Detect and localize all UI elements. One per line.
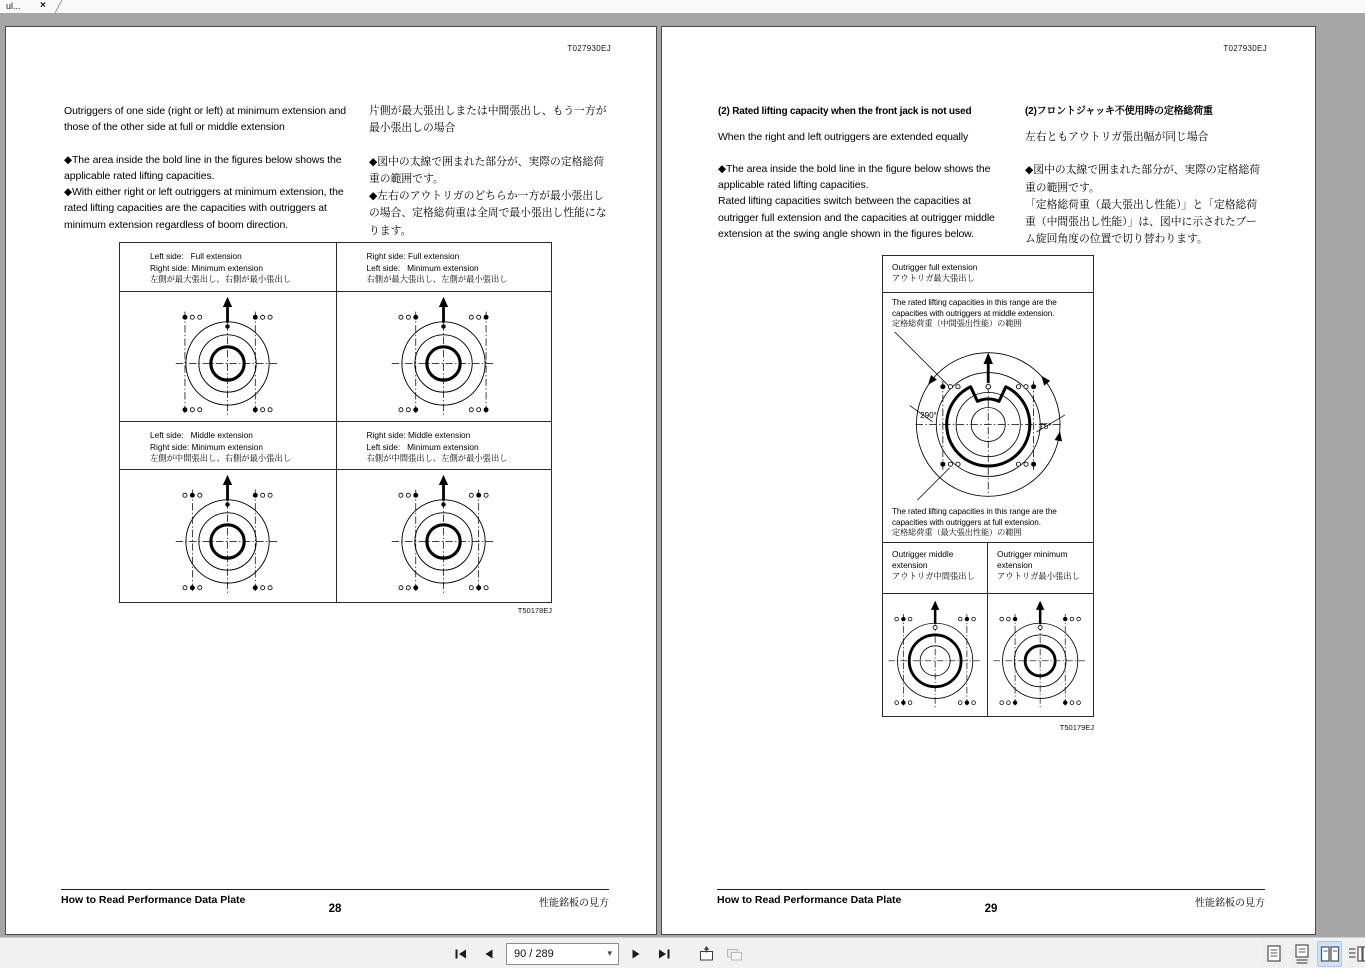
outrigger-diagram <box>988 594 1093 716</box>
outrigger-diagram <box>883 594 988 716</box>
page-number: 28 <box>328 903 342 915</box>
footer-title-jp: 性能銘板の見方 <box>1195 898 1265 909</box>
footer-title-en: How to Read Performance Data Plate <box>717 894 902 906</box>
dropdown-caret-icon[interactable]: ▾ <box>607 947 612 958</box>
paragraph: ◆図中の太線で囲まれた部分が、実際の定格総荷重の範囲です。 <box>369 155 605 185</box>
figure-central-cell <box>883 293 1093 543</box>
page-28 <box>5 26 657 935</box>
last-page-button[interactable] <box>653 943 675 965</box>
section-heading: (2)フロントジャッキ不使用時の定格総荷重 <box>1025 106 1213 117</box>
first-page-icon <box>454 947 468 961</box>
doc-code: T027930EJ <box>567 44 611 53</box>
continuous-view-button[interactable] <box>1289 941 1314 967</box>
japanese-column <box>1025 104 1267 249</box>
figure-cell-label: Outrigger middle extension アウトリガ中間張出し <box>883 543 988 593</box>
footer-title-jp: 性能銘板の見方 <box>539 898 609 909</box>
paragraph: When the right and left outriggers are extended equally <box>718 130 969 143</box>
paragraph: 左右ともアウトリガ張出幅が同じ場合 <box>1025 131 1209 143</box>
pdf-toolbar <box>0 937 1365 968</box>
document-canvas <box>0 13 1365 937</box>
figure-cell-label: Right side: Full extension Left side: Minimum extension 右側が最大張出し、左側が最小張出し <box>336 243 552 292</box>
single-page-view-button[interactable] <box>1261 941 1286 967</box>
prev-page-icon <box>482 947 496 961</box>
tab-close-icon[interactable]: × <box>40 0 46 11</box>
next-page-button[interactable] <box>625 943 647 965</box>
facing-view-button[interactable] <box>1317 941 1342 967</box>
outrigger-diagram <box>120 292 336 422</box>
outrigger-figure-grid <box>119 242 552 603</box>
figure-cell-label: Left side: Middle extension Right side: Minimum extension 左側が中間張出し、右側が最小張出し <box>120 422 336 470</box>
figure-code: T50179EJ <box>1059 723 1094 732</box>
swing-angle-figure <box>882 255 1094 717</box>
footer-rule <box>61 889 609 890</box>
history-forward-icon <box>725 946 744 962</box>
prev-page-button[interactable] <box>478 943 500 965</box>
page-number: 29 <box>984 903 998 915</box>
figure-subheaders <box>883 543 1093 594</box>
tab-bar <box>0 0 1365 13</box>
paragraph: ◆左右のアウトリガのどちらか一方が最小張出しの場合、定格総荷重は全周で最小張出し性能になります。 <box>369 190 607 237</box>
figure-header: Outrigger full extension アウトリガ最大張出し <box>883 256 1093 293</box>
history-forward-button[interactable] <box>723 943 745 965</box>
paragraph: ◆With either right or left outriggers at minimum extension, the rated lifting capacities are the capacities with outriggers at minimum extension regardless of boom direction. <box>64 186 344 231</box>
first-page-button[interactable] <box>450 943 472 965</box>
english-column <box>64 103 354 233</box>
paragraph: ◆図中の太線で囲まれた部分が、実際の定格総荷重の範囲です。 <box>1025 164 1261 194</box>
page-29 <box>661 26 1316 935</box>
book-view-icon <box>1347 943 1365 965</box>
paragraph: 片側が最大張出しまたは中間張出し、もう一方が最小張出しの場合 <box>369 105 607 135</box>
paragraph: 「定格総荷重（最大張出し性能）」と「定格総荷重（中間張出し性能）」は、図中に示されたブーム旋回角度の位置で切り替わります。 <box>1025 198 1258 246</box>
last-page-icon <box>657 947 671 961</box>
japanese-column <box>369 103 614 240</box>
figure-code: T50178EJ <box>517 606 552 615</box>
swing-angle-diagram <box>883 330 1093 502</box>
english-column <box>718 104 1010 242</box>
paragraph: ◆The area inside the bold line in the figures below shows the applicable rated lifting capacities. <box>64 153 342 182</box>
outrigger-diagram <box>336 470 552 602</box>
page-number-value: 90 / 289 <box>514 947 554 960</box>
facing-view-icon <box>1319 943 1341 965</box>
page-navigation <box>450 938 745 968</box>
history-back-icon <box>697 946 716 962</box>
view-mode-buttons <box>1261 940 1365 968</box>
paragraph: Rated lifting capacities switch between the capacities at outrigger full extension and the capacities at outrigger middle extension at the swing angle shown in the figures below. <box>718 195 995 240</box>
page-number-combobox[interactable] <box>506 943 619 965</box>
svg-text:75°: 75° <box>1039 422 1052 432</box>
paragraph: ◆The area inside the bold line in the figure below shows the applicable rated lifting capacities. <box>718 162 991 192</box>
section-heading: (2) Rated lifting capacity when the front jack is not used <box>718 106 972 117</box>
figure-cell-label: Left side: Full extension Right side: Minimum extension 左側が最大張出し、右側が最小張出し <box>120 243 336 292</box>
paragraph: Outriggers of one side (right or left) at minimum extension and those of the other side at full or middle extension <box>64 105 346 134</box>
doc-code: T027930EJ <box>1223 44 1267 53</box>
footer-rule <box>717 889 1265 890</box>
outrigger-diagram <box>120 470 336 602</box>
footer-title-en: How to Read Performance Data Plate <box>61 894 246 906</box>
figure-cell-label: Outrigger minimum extension アウトリガ最小張出し <box>997 549 1080 582</box>
svg-text:290°: 290° <box>919 410 937 420</box>
history-back-button[interactable] <box>695 943 717 965</box>
figure-cell-label: Right side: Middle extension Left side: Minimum extension 右側が中間張出し、左側が最小張出し <box>336 422 552 470</box>
continuous-view-icon <box>1292 943 1312 965</box>
note-full-extension: The rated lifting capacities in this range are the capacities with outriggers at full extension. 定格総荷重（最大張出性能）の範囲 <box>892 506 1057 538</box>
next-page-icon <box>629 947 643 961</box>
document-tab[interactable] <box>0 0 56 13</box>
note-middle-extension: The rated lifting capacities in this range are the capacities with outriggers at middle extension. 定格総荷重（中間張出性能）の範囲 <box>892 298 1057 329</box>
single-page-icon <box>1264 943 1284 965</box>
outrigger-diagram <box>336 292 552 422</box>
figure-subdiagrams <box>883 594 1093 716</box>
tab-title: ul... <box>6 1 21 11</box>
book-view-button[interactable] <box>1345 941 1365 967</box>
